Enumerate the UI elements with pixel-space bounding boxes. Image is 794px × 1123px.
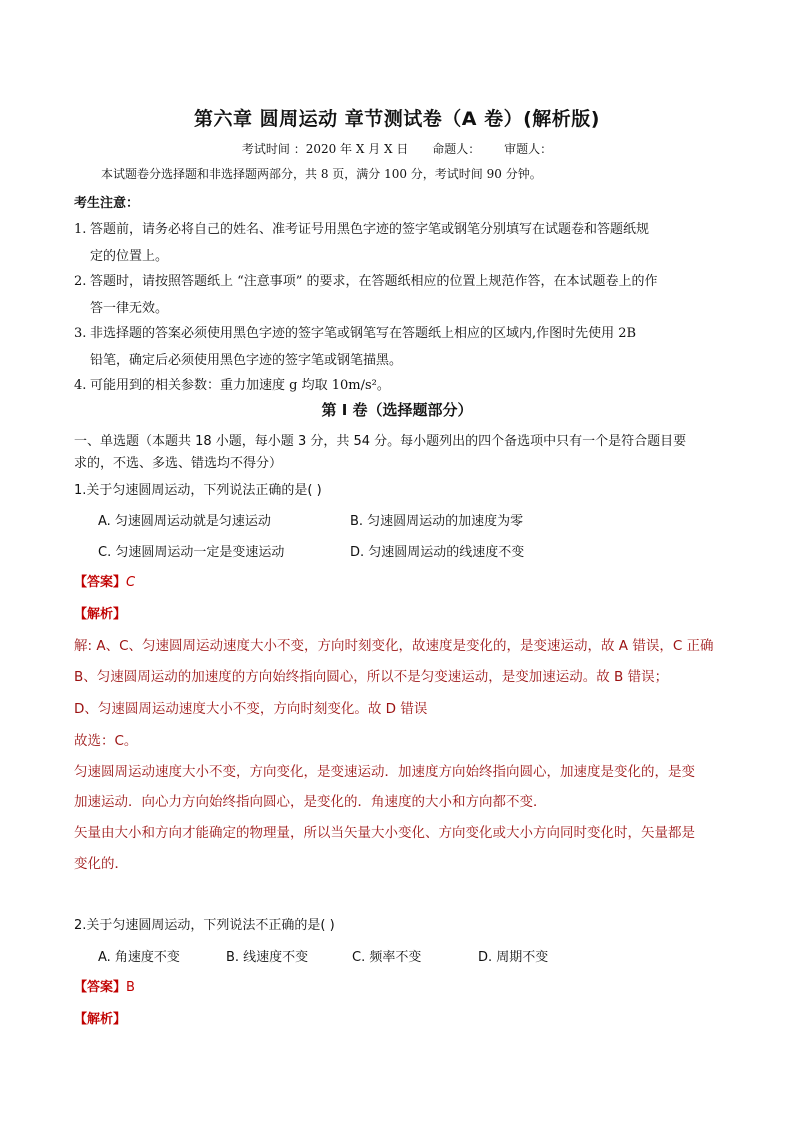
- q2-option-c: C. 频率不变: [352, 950, 422, 965]
- page-title: 第六章 圆周运动 章节测试卷（A 卷）(解析版): [194, 108, 600, 130]
- exam-time: 考试时间 ：2020 年 X 月 X 日: [241, 142, 409, 156]
- notice-heading: 考生注意：: [74, 196, 140, 211]
- q2-analysis-label: 【解析】: [74, 1012, 127, 1027]
- question-2-stem: 2.关于匀速圆周运动，下列说法不正确的是( ): [74, 918, 335, 933]
- q1-option-c: C. 匀速圆周运动一定是变速运动: [98, 545, 285, 560]
- notice-text: 答题时，请按照答题纸上 “注意事项” 的要求，在答题纸相应的位置上规范作答，在本试题卷上的作: [90, 274, 658, 289]
- notice-number: 4.: [74, 378, 87, 393]
- intro-text: 本试题卷分选择题和非选择题两部分，共 8 页，满分 100 分，考试时间 90 分钟。: [101, 167, 542, 181]
- analysis-line: 故选：C。: [74, 733, 138, 749]
- notice-text-cont: 定的位置上。: [90, 249, 169, 264]
- notice-text: 可能用到的相关参数：重力加速度 g 均取 10m/s²。: [90, 378, 390, 393]
- q1-option-d: D. 匀速圆周运动的线速度不变: [350, 545, 525, 560]
- q2-answer: [74, 976, 135, 995]
- notice-number: 2.: [74, 274, 87, 289]
- exam-meta: [0, 140, 794, 157]
- notice-text-cont: 答一律无效。: [90, 301, 169, 316]
- q2-option-b: B. 线速度不变: [226, 950, 309, 965]
- reviewer-label: 审题人：: [504, 142, 553, 156]
- notice-item: [74, 268, 734, 322]
- section-instructions: 一、单选题（本题共 18 小题，每小题 3 分，共 54 分。每小题列出的四个备选项中只有一个是符合题目要: [74, 434, 687, 449]
- notice-item: [74, 372, 734, 399]
- notice-item: [74, 320, 734, 374]
- question-1-stem: 1.关于匀速圆周运动，下列说法正确的是( ): [74, 483, 322, 498]
- notice-number: 3.: [74, 326, 87, 341]
- notice-item: [74, 216, 734, 270]
- analysis-line: 匀速圆周运动速度大小不变，方向变化，是变速运动．加速度方向始终指向圆心，加速度是变化的，是变: [74, 764, 695, 780]
- analysis-line: 解: A、C、匀速圆周运动速度大小不变，方向时刻变化，故速度是变化的，是变速运动，故 A 错误，C 正确: [74, 638, 714, 654]
- analysis-line: B、匀速圆周运动的加速度的方向始终指向圆心，所以不是匀变速运动，是变加速运动。故 B 错误；: [74, 669, 669, 685]
- analysis-line: D、匀速圆周运动速度大小不变，方向时刻变化。故 D 错误: [74, 701, 428, 717]
- q1-analysis-label: 【解析】: [74, 607, 127, 622]
- answer-value: C: [126, 575, 136, 590]
- answer-value: B: [126, 980, 135, 995]
- notice-text-cont: 铅笔，确定后必须使用黑色字迹的签字笔或钢笔描黑。: [90, 353, 403, 368]
- notice-number: 1.: [74, 222, 87, 237]
- author-label: 命题人：: [432, 142, 481, 156]
- q1-answer: [74, 571, 135, 590]
- analysis-line: 矢量由大小和方向才能确定的物理量，所以当矢量大小变化、方向变化或大小方向同时变化时，矢量都是: [74, 825, 695, 841]
- analysis-line: 变化的．: [74, 856, 128, 872]
- q1-option-b: B. 匀速圆周运动的加速度为零: [350, 514, 524, 529]
- section-instructions-cont: 求的，不选、多选、错选均不得分）: [74, 456, 283, 471]
- notice-text: 答题前，请务必将自己的姓名、准考证号用黑色字迹的签字笔或钢笔分别填写在试题卷和答题纸规: [90, 222, 650, 237]
- q2-option-a: A. 角速度不变: [98, 950, 180, 965]
- notice-text: 非选择题的答案必须使用黑色字迹的签字笔或钢笔写在答题纸上相应的区域内,作图时先使用 2B: [90, 326, 637, 341]
- analysis-line: 加速运动．向心力方向始终指向圆心，是变化的．角速度的大小和方向都不变．: [74, 794, 547, 810]
- q2-option-d: D. 周期不变: [478, 950, 549, 965]
- answer-label: 【答案】: [74, 980, 127, 995]
- answer-label: 【答案】: [74, 575, 127, 590]
- section-title: 第 I 卷（选择题部分）: [321, 401, 473, 419]
- q1-option-a: A. 匀速圆周运动就是匀速运动: [98, 514, 271, 529]
